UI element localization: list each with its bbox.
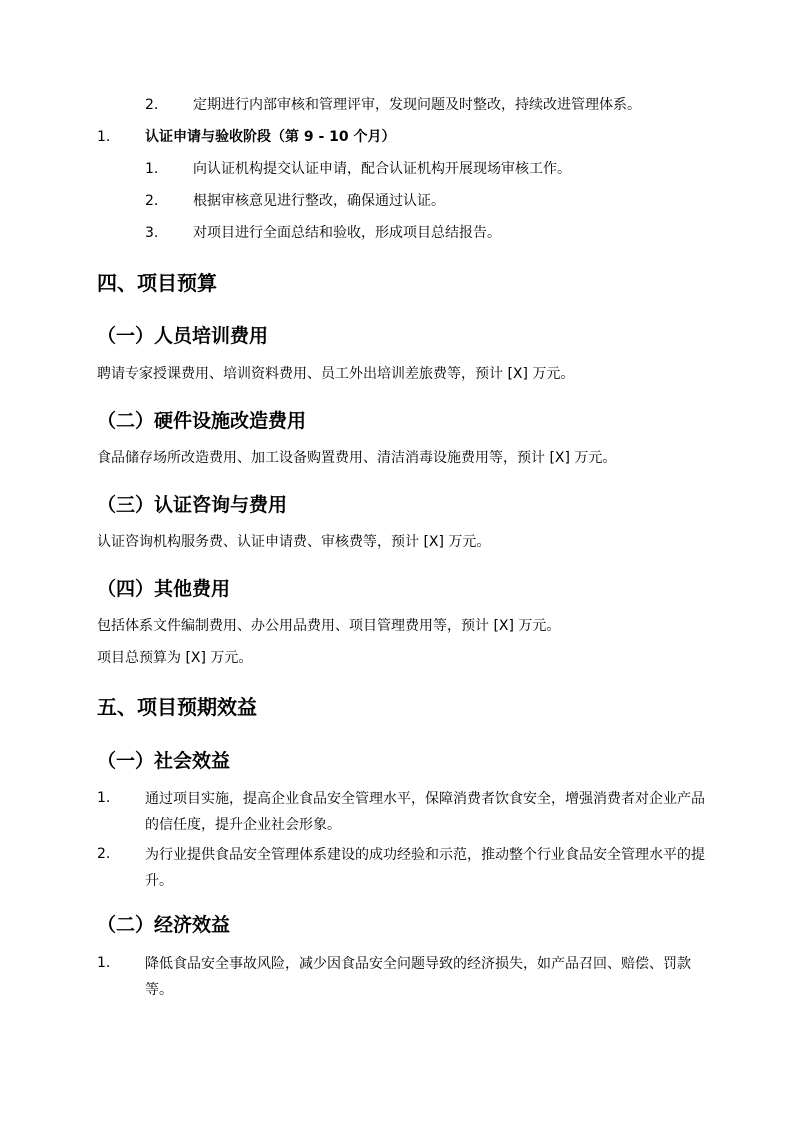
phase-title: 认证申请与验收阶段（第 9 - 10 个月） [145,129,396,145]
subsection-heading: （二）硬件设施改造费用 [97,410,307,432]
list-number: 2. [97,846,111,862]
subsection-heading: （一）社会效益 [97,750,231,772]
budget-total: 项目总预算为 [X] 万元。 [97,650,253,666]
list-item-text: 为行业提供食品安全管理体系建设的成功经验和示范，推动整个行业食品安全管理水平的提升。 [145,847,705,889]
paragraph: 认证咨询机构服务费、认证申请费、审核费等，预计 [X] 万元。 [97,534,491,550]
paragraph: 聘请专家授课费用、培训资料费用、员工外出培训差旅费等，预计 [X] 万元。 [97,366,575,382]
list-item-text: 降低食品安全事故风险，减少因食品安全问题导致的经济损失，如产品召回、赔偿、罚款等。 [145,956,691,998]
list-number: 2. [145,97,159,113]
list-number: 1. [97,790,111,806]
subsection-heading: （三）认证咨询与费用 [97,494,288,516]
list-item-text: 对项目进行全面总结和验收，形成项目总结报告。 [193,225,501,241]
list-number: 1. [145,161,159,177]
subsection-heading: （一）人员培训费用 [97,325,269,347]
list-item-text: 根据审核意见进行整改，确保通过认证。 [193,193,445,209]
section-heading-budget: 四、项目预算 [97,271,217,295]
subsection-heading: （四）其他费用 [97,578,231,600]
list-number: 2. [145,193,159,209]
list-number: 3. [145,225,159,241]
section-heading-benefits: 五、项目预期效益 [97,695,257,719]
subsection-heading: （二）经济效益 [97,914,231,936]
list-item-text: 向认证机构提交认证申请，配合认证机构开展现场审核工作。 [193,161,571,177]
paragraph: 食品储存场所改造费用、加工设备购置费用、清洁消毒设施费用等，预计 [X] 万元。 [97,450,617,466]
paragraph: 包括体系文件编制费用、办公用品费用、项目管理费用等，预计 [X] 万元。 [97,618,561,634]
list-number: 1. [97,955,111,971]
list-item-text: 定期进行内部审核和管理评审，发现问题及时整改，持续改进管理体系。 [193,97,641,113]
list-item-text: 通过项目实施，提高企业食品安全管理水平，保障消费者饮食安全，增强消费者对企业产品的信任度，提升企业社会形象。 [145,791,705,833]
list-number: 1. [97,129,111,145]
